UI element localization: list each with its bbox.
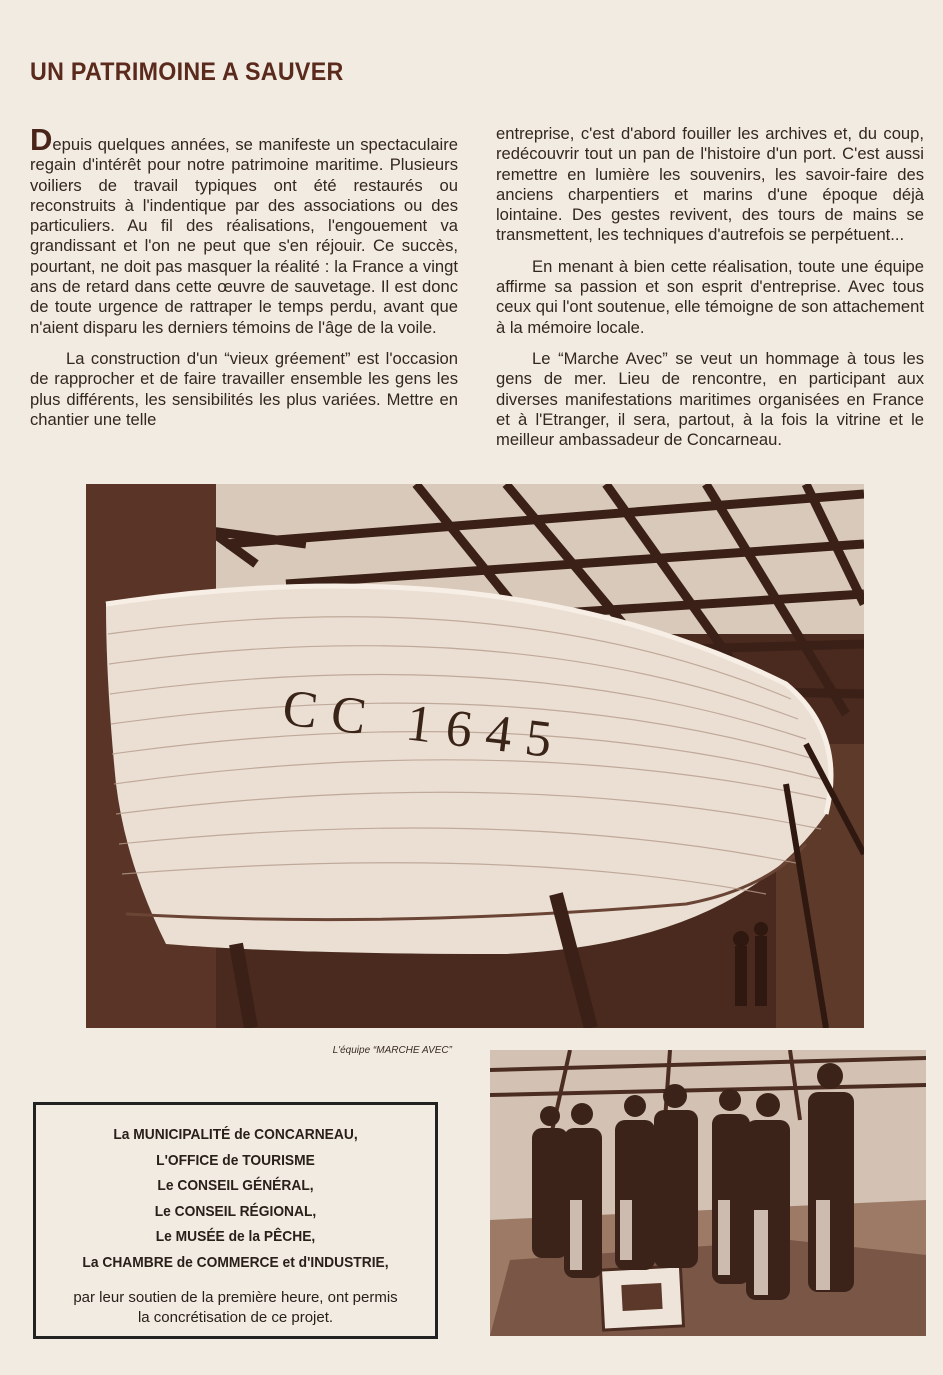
ambassador-paragraph: Le “Marche Avec” se veut un hommage à tous les gens de mer. Lieu de rencontre, en participant aux diverses manifestations maritimes organisées en France et à l'Etranger, il sera, partout, à la fois la vitrine et le meilleur ambassadeur de Concarneau. xyxy=(496,348,924,450)
sponsors-list xyxy=(52,1122,419,1275)
sponsor-line: Le MUSÉE de la PÊCHE, xyxy=(155,1228,316,1245)
page-title: UN PATRIMOINE A SAUVER xyxy=(30,58,344,86)
construction-paragraph: La construction d'un “vieux gréement” est l'occasion de rapprocher et de faire travailler ensemble les gens les plus différents, les sensibilités les plus variées. Mettre en chantier une telle xyxy=(30,348,458,429)
right-text-column xyxy=(496,124,924,450)
intro-paragraph xyxy=(30,122,458,338)
team-photo xyxy=(490,1050,926,1336)
sponsor-line: La CHAMBRE de COMMERCE et d'INDUSTRIE, xyxy=(82,1253,389,1271)
team-photo-caption: L'équipe “MARCHE AVEC” xyxy=(332,1045,452,1056)
left-text-column xyxy=(30,122,458,430)
sponsors-box xyxy=(33,1102,438,1339)
sponsor-line: L'OFFICE de TOURISME xyxy=(156,1151,315,1169)
team-image xyxy=(490,1050,926,1336)
sponsor-line: Le CONSEIL RÉGIONAL, xyxy=(154,1202,317,1220)
drop-cap: D xyxy=(30,122,53,157)
boat-hull-image xyxy=(86,484,864,1028)
hull-number-text: CC 1645 xyxy=(279,679,569,771)
sponsors-thanks: par leur soutien de la première heure, ont permis la concrétisation de ce projet. xyxy=(73,1289,398,1326)
archives-paragraph: entreprise, c'est d'abord fouiller les archives et, du coup, redécouvrir tout un pan de l'histoire d'un port. C'est aussi remettre en lumière les souvenirs, les savoir-faire des anciens charpentiers et marins d'une époque déjà lointaine. Des gestes revivent, des tours de mains se transmettent, les techniques d'autrefois se perpétuent... xyxy=(496,124,924,245)
intro-paragraph-text: epuis quelques années, se manifeste un spectaculaire regain d'intérêt pour notre patrimoine maritime. Plusieurs voiliers de travail typiques ont été restaurés ou reconstruits à l'indentique par des associations ou des particuliers. Au fil des réalisations, l'engouement va grandissant et l'on ne peut que s'en réjouir. Ce succès, pourtant, ne doit pas masquer la réalité : la France a vingt ans de retard dans cette œuvre de sauvetage. Il est donc de toute urgence de rattraper le temps perdu, avant que n'aient disparu les derniers témoins de l'âge de la voile. xyxy=(30,135,458,337)
sponsor-line: La MUNICIPALITÉ de CONCARNEAU, xyxy=(113,1126,358,1143)
sponsor-line: Le CONSEIL GÉNÉRAL, xyxy=(157,1177,314,1194)
team-paragraph: En menant à bien cette réalisation, toute une équipe affirme sa passion et son esprit d'entreprise. Avec tous ceux qui l'ont soutenue, elle témoigne de son attachement à la mémoire locale. xyxy=(496,256,924,337)
boat-hull-photo xyxy=(86,484,864,1028)
